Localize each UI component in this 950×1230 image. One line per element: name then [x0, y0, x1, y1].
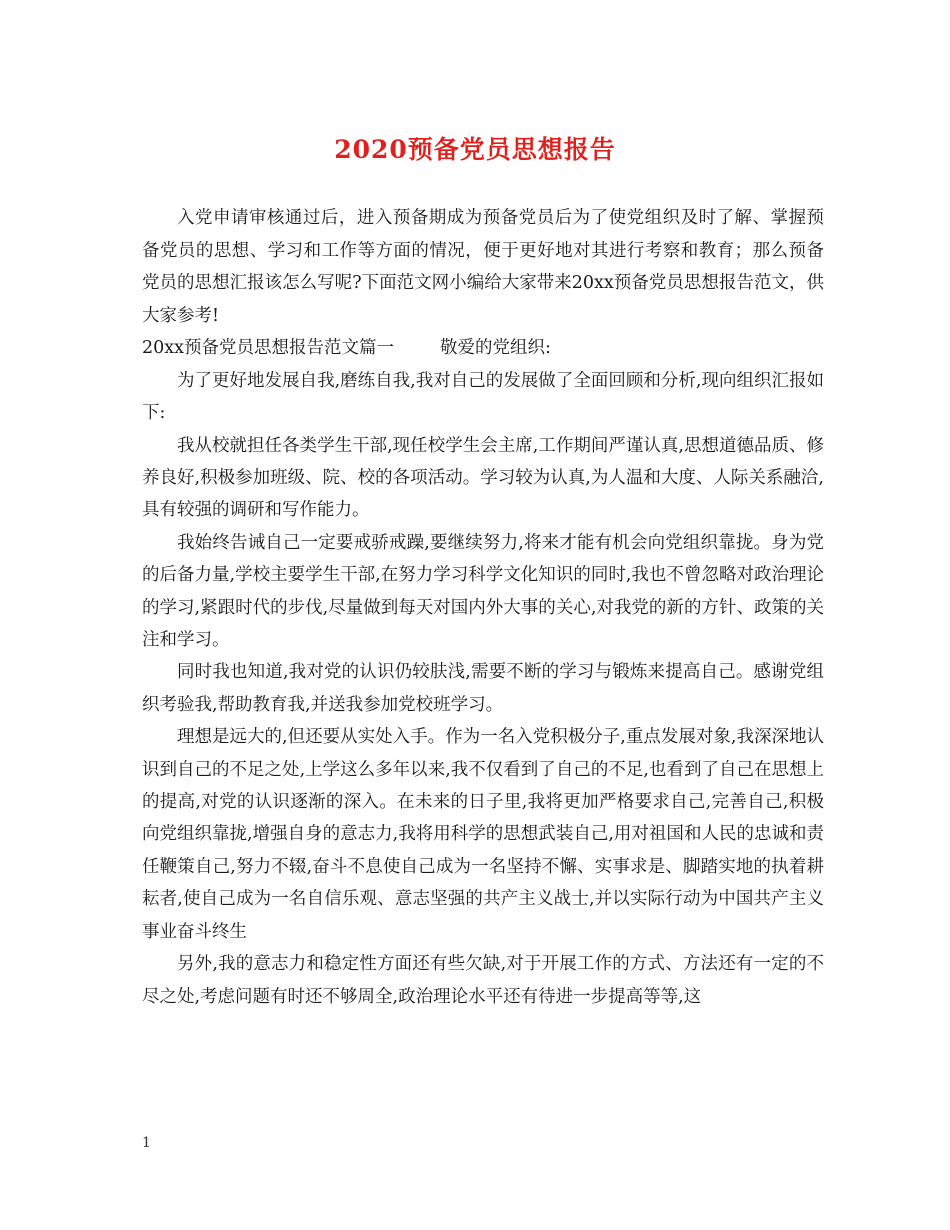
document-title: 2020预备党员思想报告 [334, 135, 616, 164]
body-paragraph: 我始终告诫自己一定要戒骄戒躁,要继续努力,将来才能有机会向党组织靠拢。身为党的后备力量,学校主要学生干部,在努力学习科学文化知识的同时,我也不曾忽略对政治理论的学习,紧跟时代的步伐,尽量做到每天对国内外大事的关心,对我党的新的方针、政策的关注和学习。 [142, 532, 824, 651]
body-paragraph: 为了更好地发展自我,磨练自我,我对自己的发展做了全面回顾和分析,现向组织汇报如下: [142, 370, 824, 424]
document-body [142, 202, 824, 1013]
body-paragraph: 另外,我的意志力和稳定性方面还有些欠缺,对于开展工作的方式、方法还有一定的不尽之处,考虑问题有时还不够周全,政治理论水平还有待进一步提高等等,这 [142, 954, 824, 1007]
body-paragraph: 同时我也知道,我对党的认识仍较肤浅,需要不断的学习与锻炼来提高自己。感谢党组织考验我,帮助教育我,并送我参加党校班学习。 [142, 662, 824, 715]
page-number: 1 [142, 1135, 151, 1151]
body-paragraph: 理想是远大的,但还要从实处入手。作为一名入党积极分子,重点发展对象,我深深地认识到自己的不足之处,上学这么多年以来,我不仅看到了自己的不足,也看到了自己在思想上的提高,对党的认识逐渐的深入。在未来的日子里,我将更加严格要求自己,完善自己,积极向党组织靠拢,增强自身的意志力,我将用科学的思想武装自己,用对祖国和人民的忠诚和责任鞭策自己,努力不辍,奋斗不息使自己成为一名坚持不懈、实事求是、脚踏实地的执着耕耘者,使自己成为一名自信乐观、意志坚强的共产主义战士,并以实际行动为中国共产主义事业奋斗终生 [142, 727, 824, 942]
salutation: 敬爱的党组织: [440, 338, 551, 359]
intro-paragraph: 入党申请审核通过后，进入预备期成为预备党员后为了使党组织及时了解、掌握预备党员的思想、学习和工作等方面的情况，便于更好地对其进行考察和教育；那么预备党员的思想汇报该怎么写呢?下面范文网小编给大家带来20xx预备党员思想报告范文，供大家参考! [142, 208, 824, 326]
section-heading [142, 332, 824, 364]
body-paragraph: 我从校就担任各类学生干部,现任校学生会主席,工作期间严谨认真,思想道德品质、修养良好,积极参加班级、院、校的各项活动。学习较为认真,为人温和大度、人际关系融洽,具有较强的调研和写作能力。 [142, 435, 824, 521]
section-heading-title: 20xx预备党员思想报告范文篇一 [142, 338, 395, 359]
